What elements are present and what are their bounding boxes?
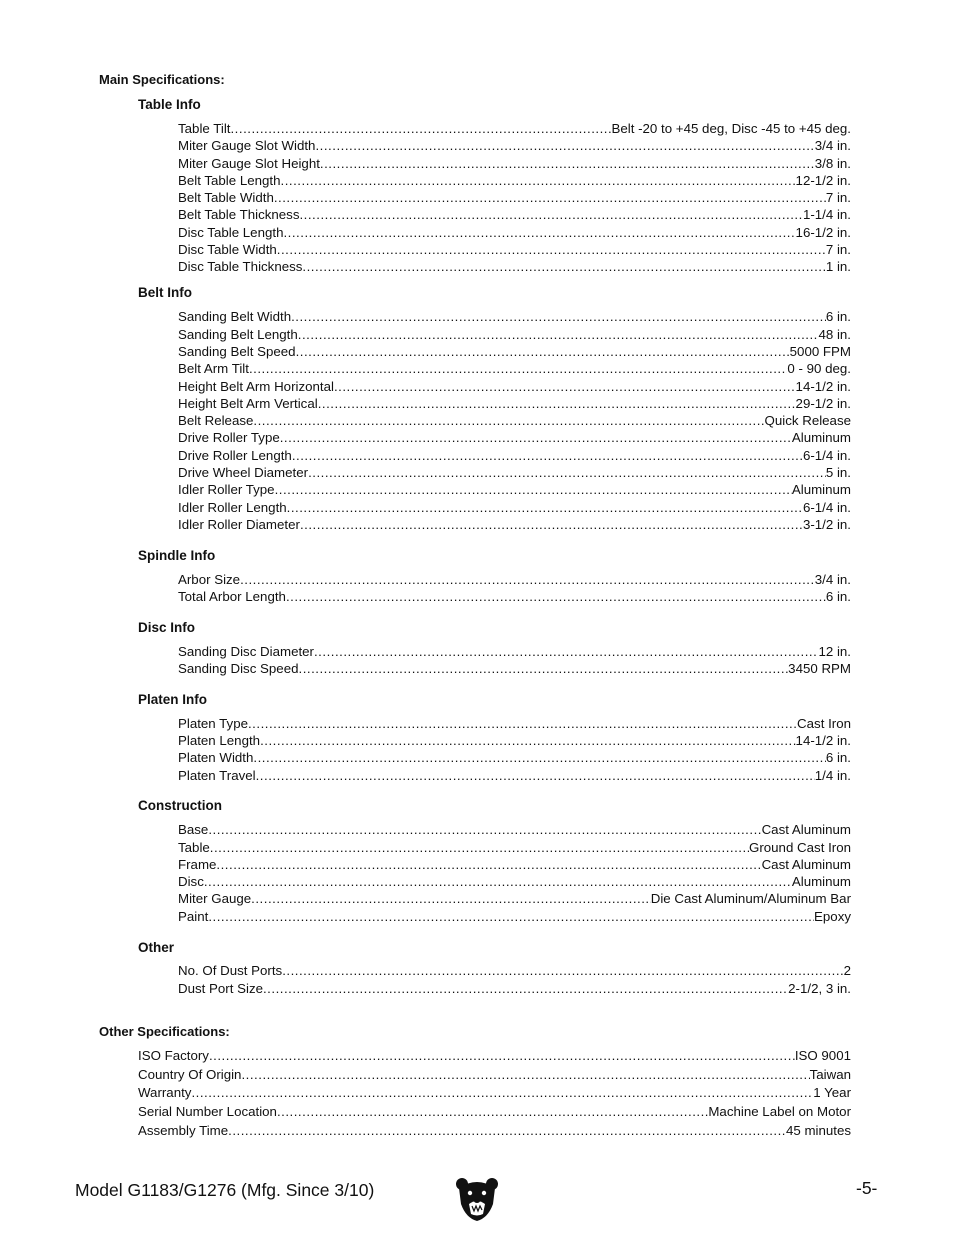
spec-label: Idler Roller Type: [178, 482, 275, 497]
spec-value: 3450 RPM: [788, 661, 851, 676]
spec-row: [178, 482, 851, 499]
dot-leader: [248, 716, 797, 731]
spec-row: [178, 891, 851, 908]
dot-leader: [230, 121, 611, 136]
spec-row: [178, 413, 851, 430]
spec-row: [178, 981, 851, 998]
spec-value: 3-1/2 in.: [802, 517, 851, 532]
dot-leader: [253, 413, 764, 428]
spec-value: 6-1/4 in.: [802, 500, 851, 515]
section-title-spindle-info: Spindle Info: [138, 548, 216, 563]
spec-value: Aluminum: [791, 430, 851, 445]
section-title-table-info: Table Info: [138, 97, 201, 112]
section-title-construction: Construction: [138, 798, 222, 813]
dot-leader: [274, 190, 826, 205]
spec-label: Frame: [178, 857, 217, 872]
spec-value: 5 in.: [825, 465, 851, 480]
spec-row: [178, 750, 851, 767]
spec-row: [178, 344, 851, 361]
spec-row: [178, 572, 851, 589]
spec-value: Machine Label on Motor: [708, 1104, 851, 1119]
spec-value: Die Cast Aluminum/Aluminum Bar: [650, 891, 851, 906]
main-specifications-heading: Main Specifications:: [99, 72, 225, 87]
spec-label: Belt Table Width: [178, 190, 274, 205]
spec-label: Belt Table Length: [178, 173, 281, 188]
spec-label: Sanding Belt Length: [178, 327, 298, 342]
dot-leader: [191, 1085, 813, 1100]
dot-leader: [318, 396, 796, 411]
section-title-other: Other: [138, 940, 175, 955]
spec-label: Total Arbor Length: [178, 589, 286, 604]
spec-label: Disc: [178, 874, 204, 889]
other-specifications-heading: Other Specifications:: [99, 1024, 230, 1039]
dot-leader: [251, 891, 651, 906]
spec-value: 0 - 90 deg.: [787, 361, 851, 376]
dot-leader: [283, 225, 795, 240]
spec-value: 14-1/2 in.: [795, 733, 851, 748]
spec-row: [178, 768, 851, 785]
spec-row: [178, 430, 851, 447]
spec-label: Idler Roller Length: [178, 500, 287, 515]
spec-label: Miter Gauge Slot Width: [178, 138, 316, 153]
spec-label: Paint: [178, 909, 209, 924]
spec-label: Warranty: [138, 1085, 192, 1100]
dot-leader: [209, 1048, 795, 1063]
bear-head-logo-icon: [455, 1176, 499, 1222]
spec-value: 3/8 in.: [814, 156, 851, 171]
spec-label: Idler Roller Diameter: [178, 517, 300, 532]
spec-value: 3/4 in.: [814, 138, 851, 153]
spec-label: Dust Port Size: [178, 981, 263, 996]
spec-row: [178, 121, 851, 138]
dot-leader: [308, 465, 826, 480]
dot-leader: [298, 327, 819, 342]
dot-leader: [299, 661, 789, 676]
dot-leader: [277, 1104, 708, 1119]
dot-leader: [240, 572, 815, 587]
dot-leader: [241, 1067, 809, 1082]
spec-label: ISO Factory: [138, 1048, 209, 1063]
spec-value: 6-1/4 in.: [802, 448, 851, 463]
section-title-disc-info: Disc Info: [138, 620, 196, 635]
spec-row: [138, 1085, 851, 1102]
spec-label: Platen Width: [178, 750, 254, 765]
spec-row: [178, 840, 851, 857]
dot-leader: [256, 768, 815, 783]
spec-label: Height Belt Arm Horizontal: [178, 379, 334, 394]
spec-label: Platen Travel: [178, 768, 256, 783]
dot-leader: [260, 733, 795, 748]
dot-leader: [280, 430, 792, 445]
spec-row: [178, 138, 851, 155]
spec-label: Base: [178, 822, 209, 837]
spec-row: [178, 173, 851, 190]
spec-row: [178, 327, 851, 344]
dot-leader: [275, 482, 792, 497]
spec-label: Miter Gauge: [178, 891, 252, 906]
section-title-belt-info: Belt Info: [138, 285, 192, 300]
dot-leader: [208, 822, 761, 837]
spec-row: [178, 909, 851, 926]
spec-row: [178, 733, 851, 750]
spec-label: Belt Release: [178, 413, 254, 428]
spec-value: Aluminum: [791, 874, 851, 889]
spec-row: [178, 716, 851, 733]
spec-value: Belt -20 to +45 deg, Disc -45 to +45 deg.: [611, 121, 851, 136]
spec-value: 7 in.: [825, 190, 851, 205]
dot-leader: [277, 242, 826, 257]
spec-value: 1 in.: [825, 259, 851, 274]
spec-label: Country Of Origin: [138, 1067, 242, 1082]
spec-row: [178, 259, 851, 276]
spec-row: [178, 857, 851, 874]
spec-label: Drive Roller Type: [178, 430, 280, 445]
dot-leader: [286, 589, 826, 604]
spec-value: 2-1/2, 3 in.: [788, 981, 851, 996]
spec-value: 14-1/2 in.: [795, 379, 851, 394]
spec-row: [138, 1123, 851, 1140]
spec-label: Serial Number Location: [138, 1104, 277, 1119]
spec-label: Height Belt Arm Vertical: [178, 396, 318, 411]
spec-value: Epoxy: [814, 909, 851, 924]
spec-label: Sanding Disc Diameter: [178, 644, 314, 659]
spec-label: Assembly Time: [138, 1123, 229, 1138]
dot-leader: [281, 173, 796, 188]
spec-label: Drive Roller Length: [178, 448, 292, 463]
spec-row: [178, 500, 851, 517]
dot-leader: [216, 857, 761, 872]
spec-label: Sanding Belt Width: [178, 309, 292, 324]
dot-leader: [315, 138, 814, 153]
spec-value: Aluminum: [791, 482, 851, 497]
footer-model: Model G1183/G1276 (Mfg. Since 3/10): [75, 1180, 375, 1200]
spec-label: Drive Wheel Diameter: [178, 465, 309, 480]
dot-leader: [314, 644, 818, 659]
spec-value: 16-1/2 in.: [795, 225, 851, 240]
spec-value: ISO 9001: [794, 1048, 851, 1063]
spec-value: 7 in.: [825, 242, 851, 257]
spec-row: [138, 1067, 851, 1084]
spec-value: 1 Year: [813, 1085, 851, 1100]
spec-value: Cast Iron: [797, 716, 851, 731]
dot-leader: [253, 750, 825, 765]
spec-row: [178, 225, 851, 242]
spec-value: 6 in.: [825, 589, 851, 604]
spec-label: Disc Table Length: [178, 225, 284, 240]
spec-row: [178, 156, 851, 173]
spec-row: [178, 448, 851, 465]
spec-row: [178, 963, 851, 980]
dot-leader: [249, 361, 787, 376]
spec-row: [178, 589, 851, 606]
spec-value: 12 in.: [818, 644, 851, 659]
dot-leader: [320, 156, 815, 171]
spec-label: Platen Type: [178, 716, 248, 731]
spec-label: Platen Length: [178, 733, 261, 748]
spec-value: 6 in.: [825, 750, 851, 765]
section-title-platen-info: Platen Info: [138, 692, 208, 707]
spec-value: 12-1/2 in.: [795, 173, 851, 188]
spec-value: Taiwan: [809, 1067, 851, 1082]
spec-label: Disc Table Thickness: [178, 259, 303, 274]
dot-leader: [204, 874, 792, 889]
spec-label: Arbor Size: [178, 572, 241, 587]
spec-label: Table: [178, 840, 210, 855]
spec-row: [178, 465, 851, 482]
spec-value: Cast Aluminum: [761, 822, 851, 837]
spec-value: 1/4 in.: [814, 768, 851, 783]
spec-row: [178, 874, 851, 891]
spec-label: Sanding Belt Speed: [178, 344, 296, 359]
spec-value: Ground Cast Iron: [749, 840, 851, 855]
spec-label: Belt Arm Tilt: [178, 361, 249, 376]
spec-label: Belt Table Thickness: [178, 207, 300, 222]
spec-value: Quick Release: [764, 413, 851, 428]
spec-label: Table Tilt: [178, 121, 231, 136]
spec-label: Miter Gauge Slot Height: [178, 156, 320, 171]
spec-value: 1-1/4 in.: [802, 207, 851, 222]
dot-leader: [210, 840, 749, 855]
spec-label: No. Of Dust Ports: [178, 963, 283, 978]
dot-leader: [282, 963, 843, 978]
spec-row: [178, 361, 851, 378]
dot-leader: [228, 1123, 786, 1138]
spec-row: [178, 379, 851, 396]
spec-row: [178, 207, 851, 224]
spec-label: Disc Table Width: [178, 242, 277, 257]
spec-row: [178, 190, 851, 207]
dot-leader: [302, 259, 825, 274]
spec-row: [178, 396, 851, 413]
spec-row: [138, 1104, 851, 1121]
spec-value: 29-1/2 in.: [795, 396, 851, 411]
dot-leader: [263, 981, 788, 996]
page-number: -5-: [856, 1178, 878, 1198]
dot-leader: [208, 909, 814, 924]
spec-value: 45 minutes: [785, 1123, 851, 1138]
spec-row: [178, 661, 851, 678]
spec-row: [178, 309, 851, 326]
spec-value: Cast Aluminum: [761, 857, 851, 872]
spec-label: Sanding Disc Speed: [178, 661, 299, 676]
spec-value: 5000 FPM: [789, 344, 851, 359]
spec-row: [178, 822, 851, 839]
dot-leader: [292, 448, 803, 463]
spec-row: [178, 644, 851, 661]
spec-row: [138, 1048, 851, 1065]
spec-value: 6 in.: [825, 309, 851, 324]
dot-leader: [291, 309, 826, 324]
spec-row: [178, 242, 851, 259]
spec-value: 48 in.: [818, 327, 851, 342]
spec-value: 2: [843, 963, 851, 978]
dot-leader: [334, 379, 796, 394]
dot-leader: [299, 207, 802, 222]
dot-leader: [300, 517, 803, 532]
dot-leader: [296, 344, 790, 359]
spec-value: 3/4 in.: [814, 572, 851, 587]
spec-row: [178, 517, 851, 534]
dot-leader: [287, 500, 803, 515]
